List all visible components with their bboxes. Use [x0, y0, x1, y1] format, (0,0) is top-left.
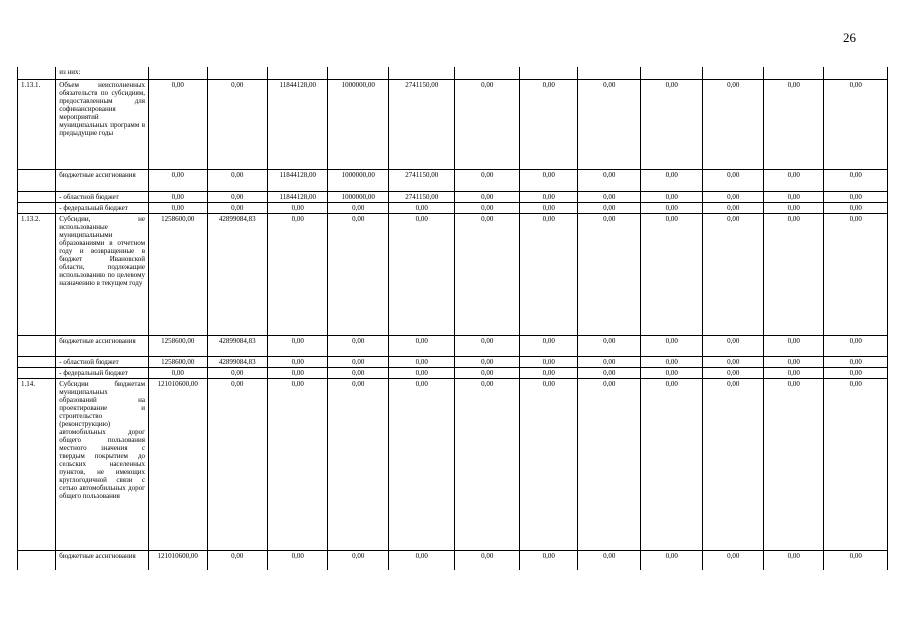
value-cell: 0,00 — [763, 378, 823, 550]
value-cell: 0,00 — [824, 367, 888, 378]
value-cell: 2741150,00 — [388, 191, 455, 202]
value-cell: 0,00 — [328, 213, 388, 335]
value-cell: 0,00 — [149, 79, 207, 169]
value-cell: 0,00 — [388, 550, 455, 570]
value-cell: 0,00 — [520, 169, 578, 191]
value-cell: 1000000,00 — [328, 79, 388, 169]
value-cell: 0,00 — [149, 191, 207, 202]
table-row — [18, 202, 888, 213]
value-cell: 0,00 — [824, 213, 888, 335]
table-row — [18, 67, 888, 79]
value-cell — [763, 67, 823, 79]
value-cell: 0,00 — [763, 356, 823, 367]
value-cell: 0,00 — [703, 550, 763, 570]
value-cell: 0,00 — [207, 169, 267, 191]
row-label: бюджетные ассигнования — [56, 335, 149, 356]
row-label: - федеральный бюджет — [56, 367, 149, 378]
row-code — [18, 367, 56, 378]
value-cell: 0,00 — [455, 213, 520, 335]
value-cell: 0,00 — [703, 202, 763, 213]
value-cell — [578, 67, 641, 79]
value-cell: 0,00 — [578, 79, 641, 169]
row-label: из них: — [56, 67, 149, 79]
value-cell: 0,00 — [763, 79, 823, 169]
value-cell: 0,00 — [455, 169, 520, 191]
table-row — [18, 335, 888, 356]
value-cell: 0,00 — [640, 79, 703, 169]
value-cell: 1000000,00 — [328, 169, 388, 191]
value-cell: 1000000,00 — [328, 191, 388, 202]
table-row — [18, 356, 888, 367]
value-cell: 0,00 — [640, 169, 703, 191]
value-cell: 0,00 — [763, 335, 823, 356]
value-cell — [455, 67, 520, 79]
value-cell — [520, 67, 578, 79]
value-cell: 0,00 — [520, 213, 578, 335]
value-cell: 0,00 — [267, 550, 327, 570]
value-cell: 0,00 — [455, 367, 520, 378]
value-cell — [824, 67, 888, 79]
value-cell: 0,00 — [703, 213, 763, 335]
value-cell: 0,00 — [388, 356, 455, 367]
value-cell: 11844128,00 — [267, 191, 327, 202]
row-label: бюджетные ассигнования — [56, 550, 149, 570]
value-cell: 0,00 — [328, 367, 388, 378]
value-cell: 0,00 — [824, 202, 888, 213]
value-cell: 0,00 — [640, 191, 703, 202]
value-cell — [640, 67, 703, 79]
value-cell — [149, 67, 207, 79]
value-cell: 0,00 — [640, 378, 703, 550]
value-cell: 0,00 — [763, 202, 823, 213]
value-cell: 0,00 — [520, 191, 578, 202]
value-cell: 0,00 — [455, 202, 520, 213]
value-cell — [703, 67, 763, 79]
row-label: - областной бюджет — [56, 356, 149, 367]
value-cell: 0,00 — [824, 550, 888, 570]
value-cell: 0,00 — [578, 550, 641, 570]
value-cell: 0,00 — [578, 335, 641, 356]
value-cell: 0,00 — [520, 356, 578, 367]
value-cell: 0,00 — [763, 213, 823, 335]
value-cell: 0,00 — [328, 356, 388, 367]
value-cell: 1258600,00 — [149, 213, 207, 335]
value-cell: 0,00 — [763, 191, 823, 202]
row-code — [18, 67, 56, 79]
row-code — [18, 202, 56, 213]
value-cell: 0,00 — [763, 550, 823, 570]
value-cell: 11844128,00 — [267, 169, 327, 191]
table-row — [18, 169, 888, 191]
value-cell: 0,00 — [824, 335, 888, 356]
value-cell: 2741150,00 — [388, 169, 455, 191]
value-cell: 0,00 — [455, 191, 520, 202]
value-cell: 0,00 — [824, 356, 888, 367]
value-cell: 0,00 — [149, 169, 207, 191]
value-cell: 0,00 — [520, 79, 578, 169]
value-cell: 0,00 — [520, 367, 578, 378]
row-code: 1.13.2. — [18, 213, 56, 335]
value-cell: 0,00 — [578, 202, 641, 213]
value-cell: 0,00 — [207, 550, 267, 570]
value-cell: 0,00 — [388, 213, 455, 335]
table-row — [18, 191, 888, 202]
value-cell: 0,00 — [703, 79, 763, 169]
row-label: Объем неисполненных обязательств по субсидиям, предоставленным для софинансирования мероприятий муниципальных программ в предыдущие годы — [56, 79, 149, 169]
value-cell: 0,00 — [640, 367, 703, 378]
value-cell: 0,00 — [328, 378, 388, 550]
page-number: 26 — [843, 30, 856, 45]
value-cell: 0,00 — [703, 191, 763, 202]
value-cell: 0,00 — [640, 356, 703, 367]
table-row — [18, 378, 888, 550]
value-cell: 0,00 — [640, 550, 703, 570]
value-cell: 0,00 — [207, 79, 267, 169]
value-cell: 0,00 — [578, 356, 641, 367]
value-cell — [328, 67, 388, 79]
value-cell — [267, 67, 327, 79]
row-label: - областной бюджет — [56, 191, 149, 202]
value-cell: 0,00 — [578, 378, 641, 550]
row-code — [18, 169, 56, 191]
value-cell: 0,00 — [455, 550, 520, 570]
value-cell: 0,00 — [328, 335, 388, 356]
value-cell: 0,00 — [207, 191, 267, 202]
value-cell: 121010600,00 — [149, 378, 207, 550]
row-code — [18, 191, 56, 202]
value-cell: 0,00 — [207, 202, 267, 213]
value-cell: 0,00 — [824, 79, 888, 169]
value-cell: 2741150,00 — [388, 79, 455, 169]
value-cell: 11844128,00 — [267, 79, 327, 169]
value-cell: 0,00 — [703, 169, 763, 191]
row-code: 1.13.1. — [18, 79, 56, 169]
value-cell: 42899084,83 — [207, 335, 267, 356]
value-cell: 0,00 — [824, 169, 888, 191]
row-code — [18, 356, 56, 367]
value-cell: 0,00 — [824, 378, 888, 550]
row-code — [18, 550, 56, 570]
value-cell: 0,00 — [388, 335, 455, 356]
value-cell: 0,00 — [640, 202, 703, 213]
value-cell: 0,00 — [455, 378, 520, 550]
value-cell: 0,00 — [578, 191, 641, 202]
value-cell: 0,00 — [267, 335, 327, 356]
row-label: Субсидии, не использованные муниципальными образованиями в отчетном году и возвращенные в бюджет Ивановской области, подлежащие использованию по целевому назначению в текущем году — [56, 213, 149, 335]
table-row — [18, 550, 888, 570]
row-label: бюджетные ассигнования — [56, 169, 149, 191]
budget-table — [17, 67, 888, 570]
value-cell: 0,00 — [388, 378, 455, 550]
row-label: Субсидии бюджетам муниципальных образований на проектирование и строительство (реконструкцию) автомобильных дорог общего пользования местного значения с твердым покрытием до сельских населенных пунктов, не имеющих круглогодичной связи с сетью автомобильных дорог общего пользования — [56, 378, 149, 550]
value-cell: 0,00 — [520, 335, 578, 356]
value-cell: 0,00 — [267, 367, 327, 378]
value-cell: 0,00 — [267, 213, 327, 335]
value-cell: 0,00 — [703, 356, 763, 367]
value-cell: 1258600,00 — [149, 356, 207, 367]
row-code: 1.14. — [18, 378, 56, 550]
value-cell: 0,00 — [328, 202, 388, 213]
value-cell: 0,00 — [520, 202, 578, 213]
value-cell: 0,00 — [455, 79, 520, 169]
value-cell: 0,00 — [640, 335, 703, 356]
value-cell — [207, 67, 267, 79]
table-row — [18, 213, 888, 335]
value-cell: 0,00 — [520, 550, 578, 570]
table-row — [18, 367, 888, 378]
value-cell: 0,00 — [207, 367, 267, 378]
value-cell: 0,00 — [388, 367, 455, 378]
value-cell: 0,00 — [455, 335, 520, 356]
value-cell: 0,00 — [149, 202, 207, 213]
value-cell: 0,00 — [763, 367, 823, 378]
value-cell — [388, 67, 455, 79]
value-cell: 0,00 — [455, 356, 520, 367]
value-cell: 42899084,83 — [207, 213, 267, 335]
table-row — [18, 79, 888, 169]
value-cell: 0,00 — [703, 367, 763, 378]
value-cell: 0,00 — [328, 550, 388, 570]
row-code — [18, 335, 56, 356]
value-cell: 0,00 — [388, 202, 455, 213]
value-cell: 0,00 — [578, 367, 641, 378]
value-cell: 0,00 — [520, 378, 578, 550]
value-cell: 0,00 — [824, 191, 888, 202]
value-cell: 121010600,00 — [149, 550, 207, 570]
value-cell: 0,00 — [267, 356, 327, 367]
value-cell: 42899084,83 — [207, 356, 267, 367]
value-cell: 0,00 — [578, 213, 641, 335]
row-label: - федеральный бюджет — [56, 202, 149, 213]
value-cell: 0,00 — [207, 378, 267, 550]
value-cell: 0,00 — [763, 169, 823, 191]
value-cell: 0,00 — [267, 202, 327, 213]
value-cell: 0,00 — [578, 169, 641, 191]
value-cell: 0,00 — [267, 378, 327, 550]
value-cell: 0,00 — [149, 367, 207, 378]
value-cell: 0,00 — [640, 213, 703, 335]
value-cell: 0,00 — [703, 335, 763, 356]
value-cell: 1258600,00 — [149, 335, 207, 356]
value-cell: 0,00 — [703, 378, 763, 550]
